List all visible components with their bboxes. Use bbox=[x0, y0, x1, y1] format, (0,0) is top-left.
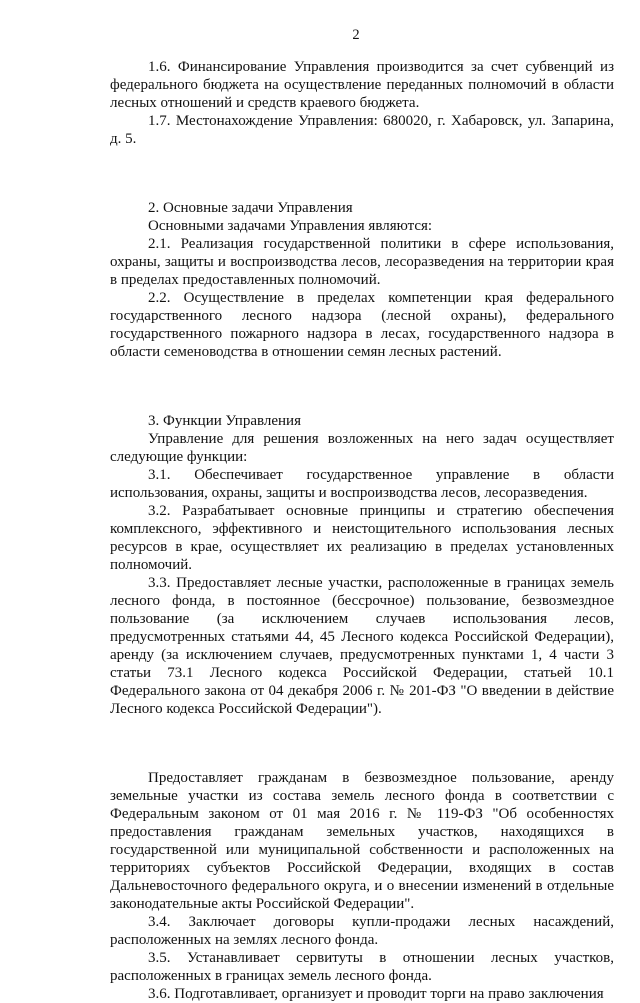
paragraph-3-6: 3.6. Подготавливает, организует и проводит торги на право заключения bbox=[148, 986, 604, 1002]
paragraph-spacer bbox=[110, 734, 614, 753]
paragraph-1-7: 1.7. Местонахождение Управления: 680020, г. Хабаровск, ул. Запарина, д. 5. bbox=[110, 113, 614, 147]
section-3-heading: 3. Функции Управления bbox=[148, 413, 301, 429]
paragraph-2-1: 2.1. Реализация государственной политики в сфере использования, охраны, защиты и воспроизводства лесов, лесоразведения на территории края в пределах предоставленных полномочий. bbox=[110, 236, 614, 288]
paragraph-3-1: 3.1. Обеспечивает государственное управление в области использования, охраны, защиты и воспроизводства лесов, лесоразведения. bbox=[110, 467, 614, 501]
paragraph-3-3-continued: Предоставляет гражданам в безвозмездное пользование, аренду земельные участки из состава земель лесного фонда в соответствии с Федеральным законом от 01 мая 2016 г. № 119-ФЗ "Об особенностях предоставления гражданам земельных участков, находящихся в государственной или муниципальной собственности и расположенных на территориях субъектов Российской Федерации, входящих в состав Дальневосточного федерального округа, и о внесении изменений в отдельные законодательные акты Российской Федерации". bbox=[110, 770, 614, 912]
section-2-intro: Основными задачами Управления являются: bbox=[148, 218, 433, 234]
paragraph-spacer bbox=[110, 377, 614, 396]
paragraph-3-2: 3.2. Разрабатывает основные принципы и стратегию обеспечения комплексного, эффективного и неистощительного использования лесных ресурсов в крае, осуществляет их реализацию в пределах установленных полномочий. bbox=[110, 503, 614, 573]
paragraph-1-6: 1.6. Финансирование Управления производится за счет субвенций из федерального бюджета на осуществление переданных полномочий в области лесных отношений и средств краевого бюджета. bbox=[110, 59, 614, 111]
paragraph-3-4: 3.4. Заключает договоры купли-продажи лесных насаждений, расположенных на землях лесного фонда. bbox=[110, 914, 614, 948]
paragraph-3-5: 3.5. Устанавливает сервитуты в отношении лесных участков, расположенных в границах земель лесного фонда. bbox=[110, 950, 614, 984]
section-3-intro: Управление для решения возложенных на него задач осуществляет следующие функции: bbox=[110, 431, 614, 465]
paragraph-spacer bbox=[110, 164, 614, 183]
paragraph-2-2: 2.2. Осуществление в пределах компетенции края федерального государственного лесного надзора (лесной охраны), федерального государственного пожарного надзора в лесах, государственного надзора в области семеноводства в отношении семян лесных растений. bbox=[110, 290, 614, 360]
document-body bbox=[110, 58, 614, 1003]
section-2-heading: 2. Основные задачи Управления bbox=[148, 200, 353, 216]
paragraph-3-3: 3.3. Предоставляет лесные участки, расположенные в границах земель лесного фонда, в постоянное (бессрочное) пользование, безвозмездное пользование (за исключением случаев использования лесов, предусмотренных статьями 44, 45 Лесного кодекса Российской Федерации), аренду (за исключением случаев, предусмотренных пунктами 1, 4 части 3 статьи 73.1 Лесного кодекса Российской Федерации, статьей 10.1 Федерального закона от 04 декабря 2006 г. № 201-ФЗ "О введении в действие Лесного кодекса Российской Федерации"). bbox=[110, 575, 614, 717]
page-number: 2 bbox=[352, 27, 360, 43]
